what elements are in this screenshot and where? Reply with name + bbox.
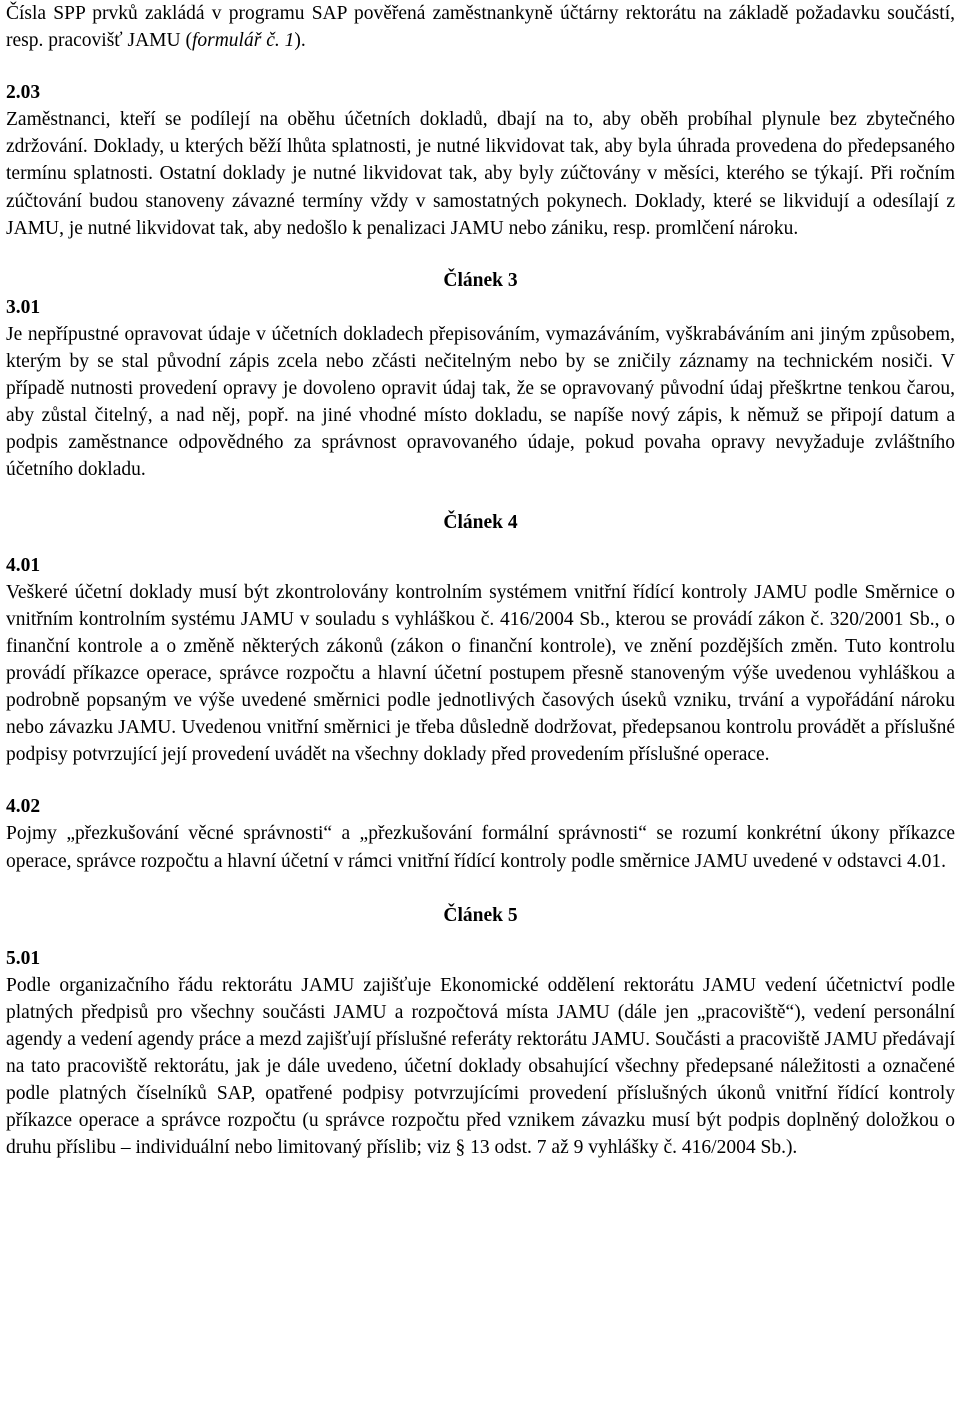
- section-number-4-01: 4.01: [6, 554, 41, 576]
- article-4-heading: Článek 4: [443, 511, 518, 533]
- paragraph-5-01: Podle organizačního řádu rektorátu JAMU zajišťuje Ekonomické oddělení rektorátu JAMU vedení účetnictví podle platných předpisů pro všechny součásti JAMU a rozpočtová místa JAMU (dále jen „pracoviště“), vedení personální agendy a vedení agendy práce a mezd zajišťují příslušné referáty rektorátu JAMU. Součásti a pracoviště JAMU předávají na tato pracoviště rektorátu, jak je dále uvedeno, účetní doklady obsahující všechny předepsané náležitosti a označené podle platných číselníků SAP, opatřené podpisy potvrzujícími provedení příslušných úkonů vnitřní řídící kontroly příkazce operace a správce rozpočtu (u správce rozpočtu před vznikem závazku musí být podpis doplněný doložkou o druhu příslibu – individuální nebo limitovaný příslib; viz § 13 odst. 7 až 9 vyhlášky č. 416/2004 Sb.).: [6, 974, 955, 1159]
- section-number-2-03: 2.03: [6, 82, 41, 104]
- intro-text: Čísla SPP prvků zakládá v programu SAP pověřená zaměstnankyně účtárny rektorátu na základě požadavku součástí, resp. pracovišť JAMU (: [6, 3, 955, 52]
- article-5-heading: Článek 5: [443, 904, 518, 926]
- paragraph-3-01: Je nepřípustné opravovat údaje v účetních dokladech přepisováním, vymazáváním, vyškrabáváním ani jiným způsobem, kterým by se stal původní zápis zcela nebo zčásti nečitelným nebo by se zničily záznamy na technickém nosiči. V případě nutnosti provedení opravy je dovoleno opravit údaj tak, že se opravovaný původní údaj přeškrtne tenkou čarou, aby zůstal čitelný, a nad něj, popř. na jiné vhodné místo dokladu, se napíše nový zápis, k němuž se připojí datum a podpis zaměstnance odpovědného za správnost opravovaného údaje, pokud povaha opravy nevyžaduje zvláštního účetního dokladu.: [6, 323, 955, 481]
- paragraph-4-02: Pojmy „přezkušování věcné správnosti“ a „přezkušování formální správnosti“ se rozumí konkrétní úkony příkazce operace, správce rozpočtu a hlavní účetní v rámci vnitřní řídící kontroly podle směrnice JAMU uvedené v odstavci 4.01.: [6, 823, 955, 872]
- article-3-heading: Článek 3: [443, 269, 518, 291]
- intro-paragraph: [6, 0, 955, 54]
- intro-form-reference: formulář č. 1: [191, 30, 295, 52]
- intro-text-end: ).: [294, 30, 306, 52]
- section-number-5-01: 5.01: [6, 947, 41, 969]
- paragraph-2-03: Zaměstnanci, kteří se podílejí na oběhu účetních dokladů, dbají na to, aby oběh probíhal plynule bez zbytečného zdržování. Doklady, u kterých běží lhůta splatnosti, je nutné likvidovat tak, aby byla úhrada provedena do předepsaného termínu splatnosti. Ostatní doklady je nutné likvidovat tak, aby byly zúčtovány v měsíci, kterého se týkají. Při ročním zúčtování budou stanoveny závazné termíny vždy v samostatných pokynech. Doklady, které se likvidují a odesílají z JAMU, je nutné likvidovat tak, aby nedošlo k penalizaci JAMU nebo zániku, resp. promlčení nároku.: [6, 109, 955, 239]
- section-number-3-01: 3.01: [6, 296, 41, 318]
- section-number-4-02: 4.02: [6, 796, 41, 818]
- document-page: [6, 0, 955, 1161]
- paragraph-4-01: Veškeré účetní doklady musí být zkontrolovány kontrolním systémem vnitřní řídící kontroly JAMU podle Směrnice o vnitřním kontrolním systému JAMU v souladu s vyhláškou č. 416/2004 Sb., kterou se provádí zákon č. 320/2001 Sb., o finanční kontrole a o změně některých zákonů (zákon o finanční kontrole), ve znění pozdějších změn. Tuto kontrolu provádí příkazce operace, správce rozpočtu a hlavní účetní postupem přesně stanoveným výše uvedenou vyhláškou a podrobně popsaným ve výše uvedené směrnici podle jednotlivých časových úseků vzniku, trvání a vypořádání nároku nebo závazku JAMU. Uvedenou vnitřní směrnici je třeba důsledně dodržovat, předepsanou kontrolu provádět a příslušné podpisy potvrzující její provedení uvádět na všechny doklady před provedením příslušné operace.: [6, 581, 955, 766]
